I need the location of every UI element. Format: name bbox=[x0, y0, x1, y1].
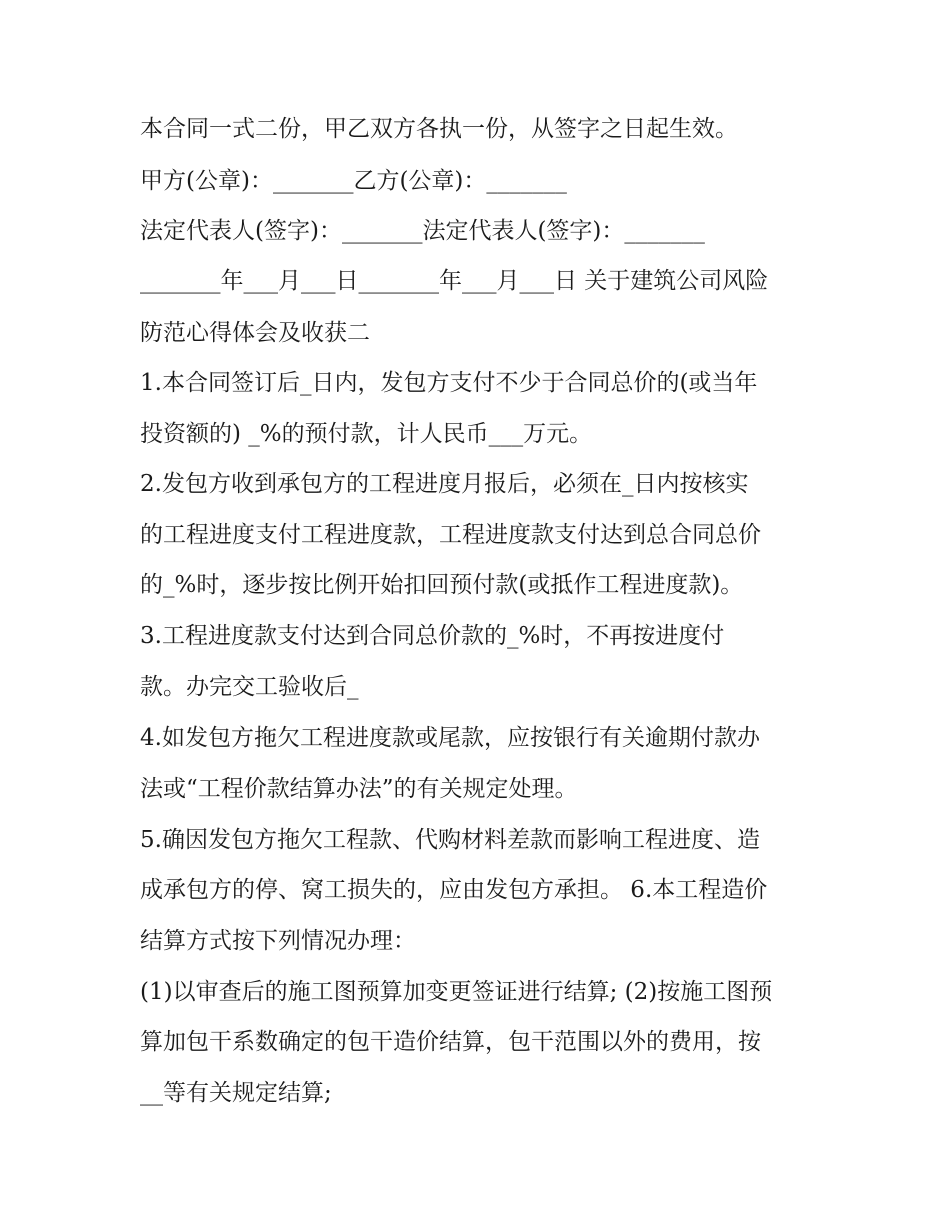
text-line: 1.本合同签订后_日内，发包方支付不少于合同总价的(或当年 bbox=[140, 370, 758, 396]
text-line: 的_%时，逐步按比例开始扣回预付款(或抵作工程进度款)。 bbox=[140, 572, 744, 598]
text-line: 本合同一式二份，甲乙双方各执一份，从签字之日起生效。 bbox=[140, 116, 738, 142]
text-line: 3.工程进度款支付达到合同总价款的_%时，不再按进度付 bbox=[140, 623, 725, 649]
text-line: 款。办完交工验收后_ bbox=[140, 674, 359, 700]
text-line: __等有关规定结算; bbox=[140, 1080, 332, 1106]
text-line: 2.发包方收到承包方的工程进度月报后，必须在_日内按核实 bbox=[140, 471, 749, 497]
text-line: (1)以审查后的施工图预算加变更签证进行结算; (2)按施工图预 bbox=[140, 979, 773, 1005]
text-line: 算加包干系数确定的包干造价结算，包干范围以外的费用，按 bbox=[140, 1029, 761, 1055]
text-line: 甲方(公章)：_______乙方(公章)：_______ bbox=[140, 168, 567, 194]
text-line: 法或“工程价款结算办法”的有关规定处理。 bbox=[140, 776, 578, 802]
text-line: 法定代表人(签字)：_______法定代表人(签字)：_______ bbox=[140, 218, 705, 244]
text-line: 成承包方的停、窝工损失的，应由发包方承担。 6.本工程造价 bbox=[140, 877, 768, 903]
text-line: 的工程进度支付工程进度款，工程进度款支付达到总合同总价 bbox=[140, 522, 761, 548]
text-line: 4.如发包方拖欠工程进度款或尾款，应按银行有关逾期付款办 bbox=[140, 725, 760, 751]
text-line: 防范心得体会及收获二 bbox=[140, 320, 370, 346]
text-line: 5.确因发包方拖欠工程款、代购材料差款而影响工程进度、造 bbox=[140, 827, 760, 853]
text-line: 结算方式按下列情况办理： bbox=[140, 928, 416, 954]
text-line: _______年___月___日_______年___月___日 关于建筑公司风险 bbox=[140, 268, 769, 294]
text-line: 投资额的) _%的预付款，计人民币___万元。 bbox=[140, 421, 593, 447]
